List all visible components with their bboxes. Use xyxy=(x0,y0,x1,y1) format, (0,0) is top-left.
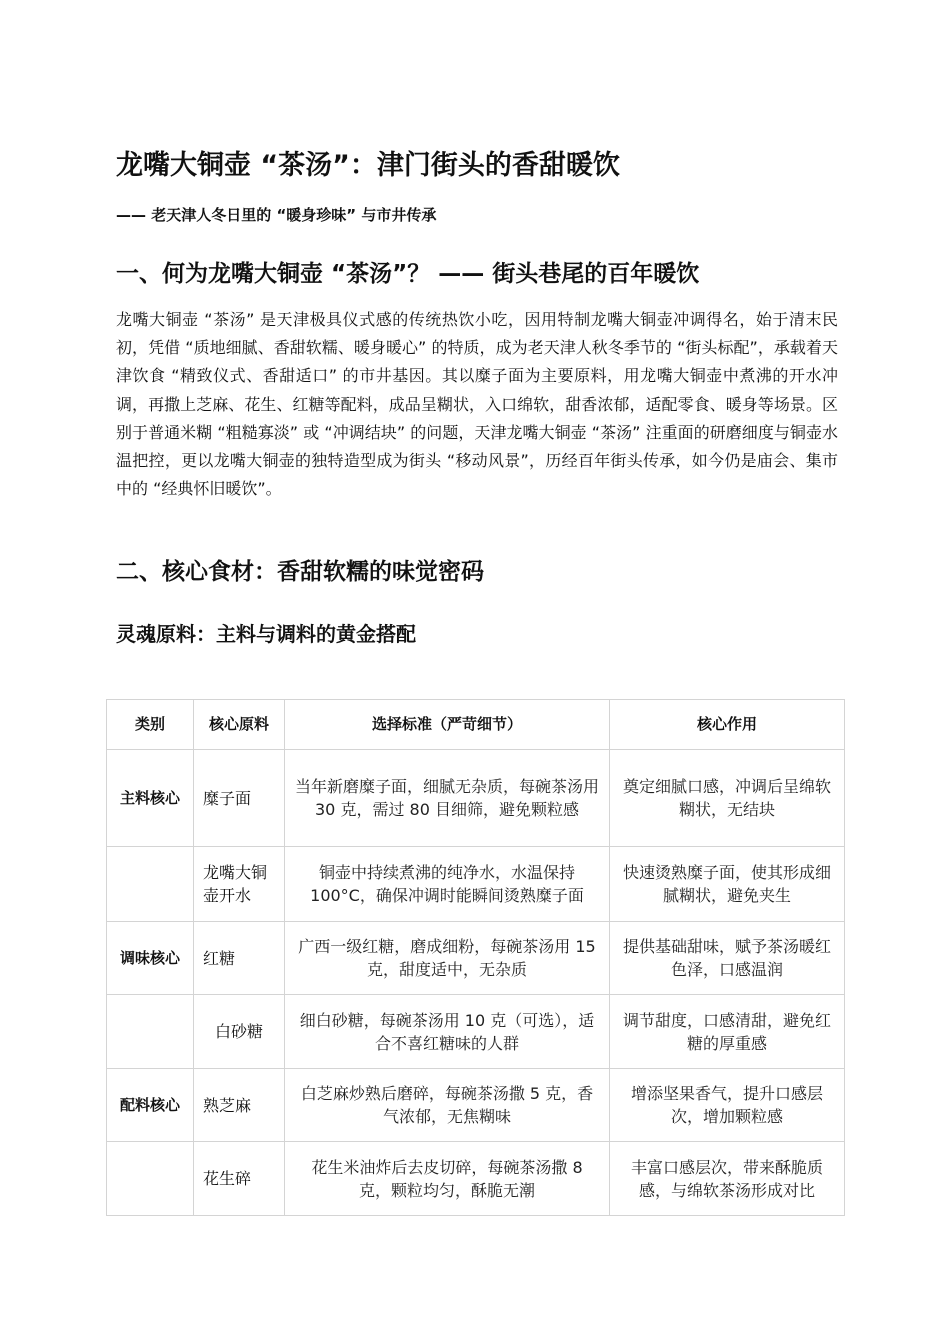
document-title: 龙嘴大铜壶 “茶汤”：津门街头的香甜暖饮 xyxy=(116,150,620,181)
row-category: 调味核心 xyxy=(107,922,194,995)
row-role: 调节甜度，口感清甜，避免红糖的厚重感 xyxy=(610,995,845,1069)
row-role: 提供基础甜味，赋予茶汤暖红色泽，口感温润 xyxy=(610,922,845,995)
row-ingredient: 糜子面 xyxy=(194,750,285,847)
row-standard: 广西一级红糖，磨成细粉，每碗茶汤用 15 克，甜度适中，无杂质 xyxy=(285,922,610,995)
row-standard: 铜壶中持续煮沸的纯净水，水温保持 100°C，确保冲调时能瞬间烫熟糜子面 xyxy=(285,847,610,922)
section-2-subheading: 灵魂原料：主料与调料的黄金搭配 xyxy=(116,622,416,646)
header-ingredient: 核心原料 xyxy=(194,700,285,750)
section-1-paragraph: 龙嘴大铜壶 “茶汤” 是天津极具仪式感的传统热饮小吃，因用特制龙嘴大铜壶冲调得名，始于清末民初，凭借 “质地细腻、香甜软糯、暖身暖心” 的特质，成为老天津人秋冬季节的 “街头标配”，承载着天津饮食 “精致仪式、香甜适口” 的市井基因。其以糜子面为主要原料，用龙嘴大铜壶中煮沸的开水冲调，再撒上芝麻、花生、红糖等配料，成品呈糊状，入口绵软，甜香浓郁，适配零食、暖身等场景。区别于普通米糊 “粗糙寡淡” 或 “冲调结块” 的问题，天津龙嘴大铜壶 “茶汤” 注重面的研磨细度与铜壶水温把控，更以龙嘴大铜壶的独特造型成为街头 “移动风景”，历经百年街头传承，如今仍是庙会、集市中的 “经典怀旧暖饮”。 xyxy=(116,310,838,499)
table-row xyxy=(107,922,845,995)
section-2-heading: 二、核心食材：香甜软糯的味觉密码 xyxy=(116,559,484,585)
row-standard: 花生米油炸后去皮切碎，每碗茶汤撒 8 克，颗粒均匀，酥脆无潮 xyxy=(285,1142,610,1216)
row-standard: 细白砂糖，每碗茶汤用 10 克（可选），适合不喜红糖味的人群 xyxy=(285,995,610,1069)
table-row xyxy=(107,847,845,922)
row-ingredient: 龙嘴大铜壶开水 xyxy=(194,847,285,922)
row-ingredient: 白砂糖 xyxy=(194,995,285,1069)
table-row xyxy=(107,750,845,847)
row-category xyxy=(107,847,194,922)
row-standard: 白芝麻炒熟后磨碎，每碗茶汤撒 5 克，香气浓郁，无焦糊味 xyxy=(285,1069,610,1142)
table-row xyxy=(107,1069,845,1142)
row-role: 丰富口感层次，带来酥脆质感，与绵软茶汤形成对比 xyxy=(610,1142,845,1216)
row-category: 配料核心 xyxy=(107,1069,194,1142)
row-category xyxy=(107,1142,194,1216)
table-row xyxy=(107,1142,845,1216)
section-1-heading: 一、何为龙嘴大铜壶 “茶汤”？ —— 街头巷尾的百年暖饮 xyxy=(116,261,700,287)
row-ingredient: 红糖 xyxy=(194,922,285,995)
header-standard: 选择标准（严苛细节） xyxy=(285,700,610,750)
row-role: 奠定细腻口感，冲调后呈绵软糊状，无结块 xyxy=(610,750,845,847)
row-category xyxy=(107,995,194,1069)
row-role: 增添坚果香气，提升口感层次，增加颗粒感 xyxy=(610,1069,845,1142)
table-header-row xyxy=(107,700,845,750)
header-category: 类别 xyxy=(107,700,194,750)
row-ingredient: 花生碎 xyxy=(194,1142,285,1216)
row-role: 快速烫熟糜子面，使其形成细腻糊状，避免夹生 xyxy=(610,847,845,922)
ingredients-table xyxy=(106,699,845,1216)
table-row xyxy=(107,995,845,1069)
row-ingredient: 熟芝麻 xyxy=(194,1069,285,1142)
row-standard: 当年新磨糜子面，细腻无杂质，每碗茶汤用 30 克，需过 80 目细筛，避免颗粒感 xyxy=(285,750,610,847)
row-category: 主料核心 xyxy=(107,750,194,847)
header-role: 核心作用 xyxy=(610,700,845,750)
document-subtitle: —— 老天津人冬日里的 “暖身珍味” 与市井传承 xyxy=(116,206,437,224)
